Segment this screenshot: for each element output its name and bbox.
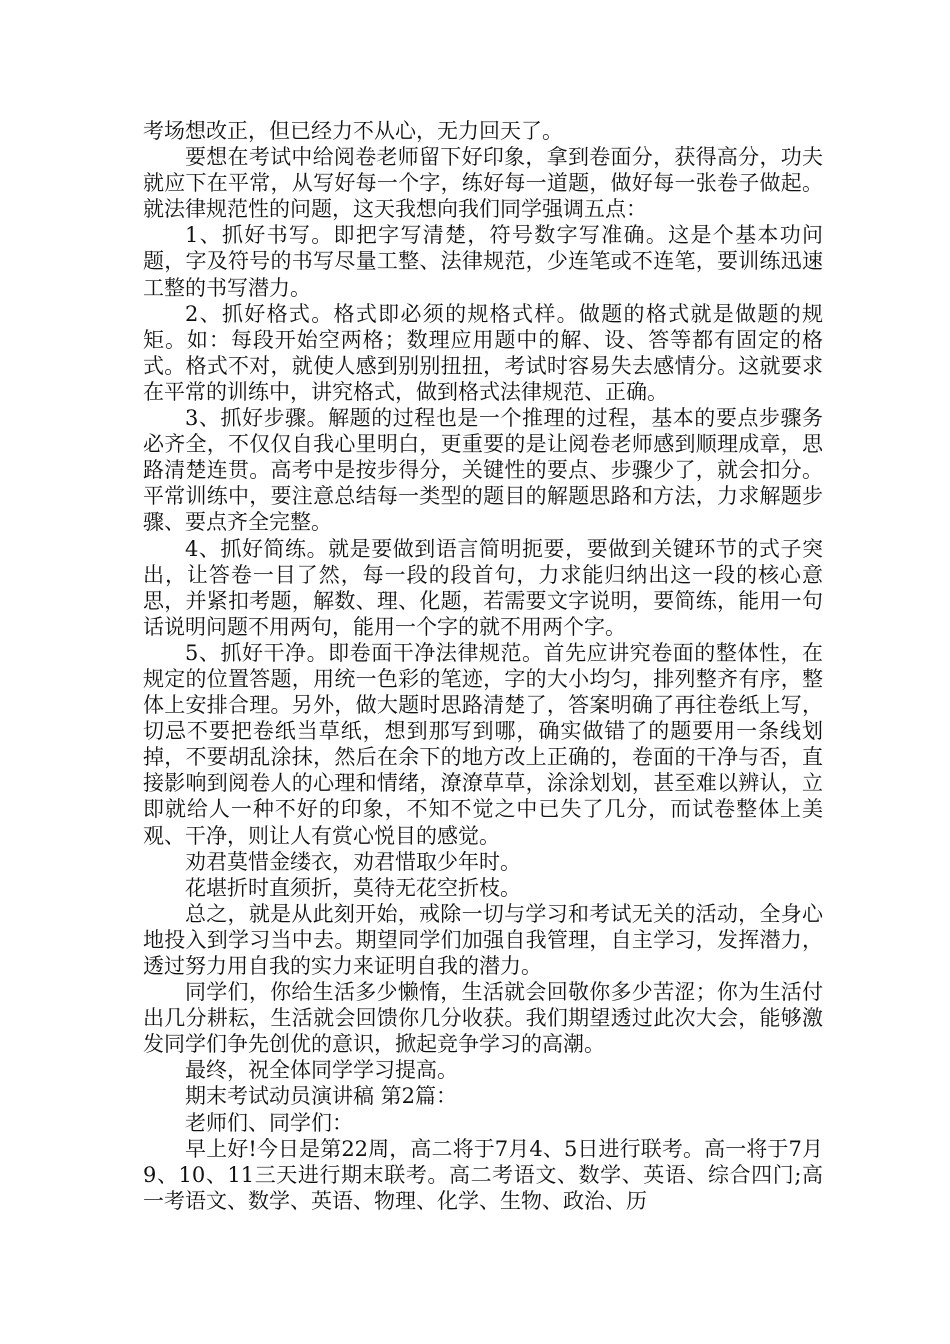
document-body [143, 118, 823, 1214]
paragraph-encouragement: 同学们，你给生活多少懒惰，生活就会回敬你多少苦涩；你为生活付出几分耕耘，生活就会回馈你几分收获。我们期望透过此次大会，能够激发同学们争先创优的意识，掀起竞争学习的高潮。 [143, 980, 823, 1057]
paragraph-closing-wish: 最终，祝全体同学学习提高。 [185, 1058, 458, 1083]
paragraph-point-5-clean: 5、抓好干净。即卷面干净法律规范。首先应讲究卷面的整体性，在规定的位置答题，用统一色彩的笔迹，字的大小均匀，排列整齐有序，整体上安排合理。另外，做大题时思路清楚了，答案明确了再往卷纸上写，切忌不要把卷纸当草纸，想到那写到哪，确实做错了的题要用一条线划掉，不要胡乱涂抹，然后在余下的地方改上正确的，卷面的干净与否，直接影响到阅卷人的心理和情绪，潦潦草草，涂涂划划，甚至难以辨认，立即就给人一种不好的印象，不知不觉之中已失了几分，而试卷整体上美观、干净，则让人有赏心悦目的感觉。 [143, 640, 823, 848]
salutation: 老师们、同学们： [185, 1110, 353, 1135]
paragraph-point-2-format: 2、抓好格式。格式即必须的规格式样。做题的格式就是做题的规矩。如：每段开始空两格；数理应用题中的解、设、答等都有固定的格式。格式不对，就使人感到别别扭扭，考试时容易失去感情分。这就要求在平常的训练中，讲究格式，做到格式法律规范、正确。 [143, 301, 823, 404]
poem-line-1: 劝君莫惜金缕衣，劝君惜取少年时。 [185, 849, 521, 874]
paragraph-continuation: 考场想改正，但已经力不从心，无力回天了。 [143, 119, 563, 143]
poem-line-2: 花堪折时直须折，莫待无花空折枝。 [185, 875, 521, 900]
paragraph-speech-opening: 早上好!今日是第22周，高二将于7月4、5日进行联考。高一将于7月9、10、11三天进行期末联考。高二考语文、数学、英语、综合四门;高一考语文、数学、英语、物理、化学、生物、政治、历 [143, 1136, 823, 1213]
section-heading: 期末考试动员演讲稿 第2篇： [185, 1084, 458, 1109]
paragraph-point-4-concise: 4、抓好简练。就是要做到语言简明扼要，要做到关键环节的式子突出，让答卷一目了然，每一段的段首句，力求能归纳出这一段的核心意思，并紧扣考题，解数、理、化题，若需要文字说明，要简练，能用一句话说明问题不用两句，能用一个字的就不用两个字。 [143, 536, 823, 639]
paragraph-point-3-steps: 3、抓好步骤。解题的过程也是一个推理的过程，基本的要点步骤务必齐全，不仅仅自我心里明白，更重要的是让阅卷老师感到顺理成章，思路清楚连贯。高考中是按步得分，关键性的要点、步骤少了，就会扣分。平常训练中，要注意总结每一类型的题目的解题思路和方法，力求解题步骤、要点齐全完整。 [143, 406, 823, 535]
paragraph-intro: 要想在考试中给阅卷老师留下好印象，拿到卷面分，获得高分，功夫就应下在平常，从写好每一个字，练好每一道题，做好每一张卷子做起。就法律规范性的问题，这天我想向我们同学强调五点： [143, 145, 823, 222]
paragraph-point-1-handwriting: 1、抓好书写。即把字写清楚，符号数字写准确。这是个基本功问题，字及符号的书写尽量工整、法律规范，少连笔或不连笔，要训练迅速工整的书写潜力。 [143, 223, 823, 300]
paragraph-summary: 总之，就是从此刻开始，戒除一切与学习和考试无关的活动，全身心地投入到学习当中去。期望同学们加强自我管理，自主学习，发挥潜力，透过努力用自我的实力来证明自我的潜力。 [143, 901, 823, 978]
